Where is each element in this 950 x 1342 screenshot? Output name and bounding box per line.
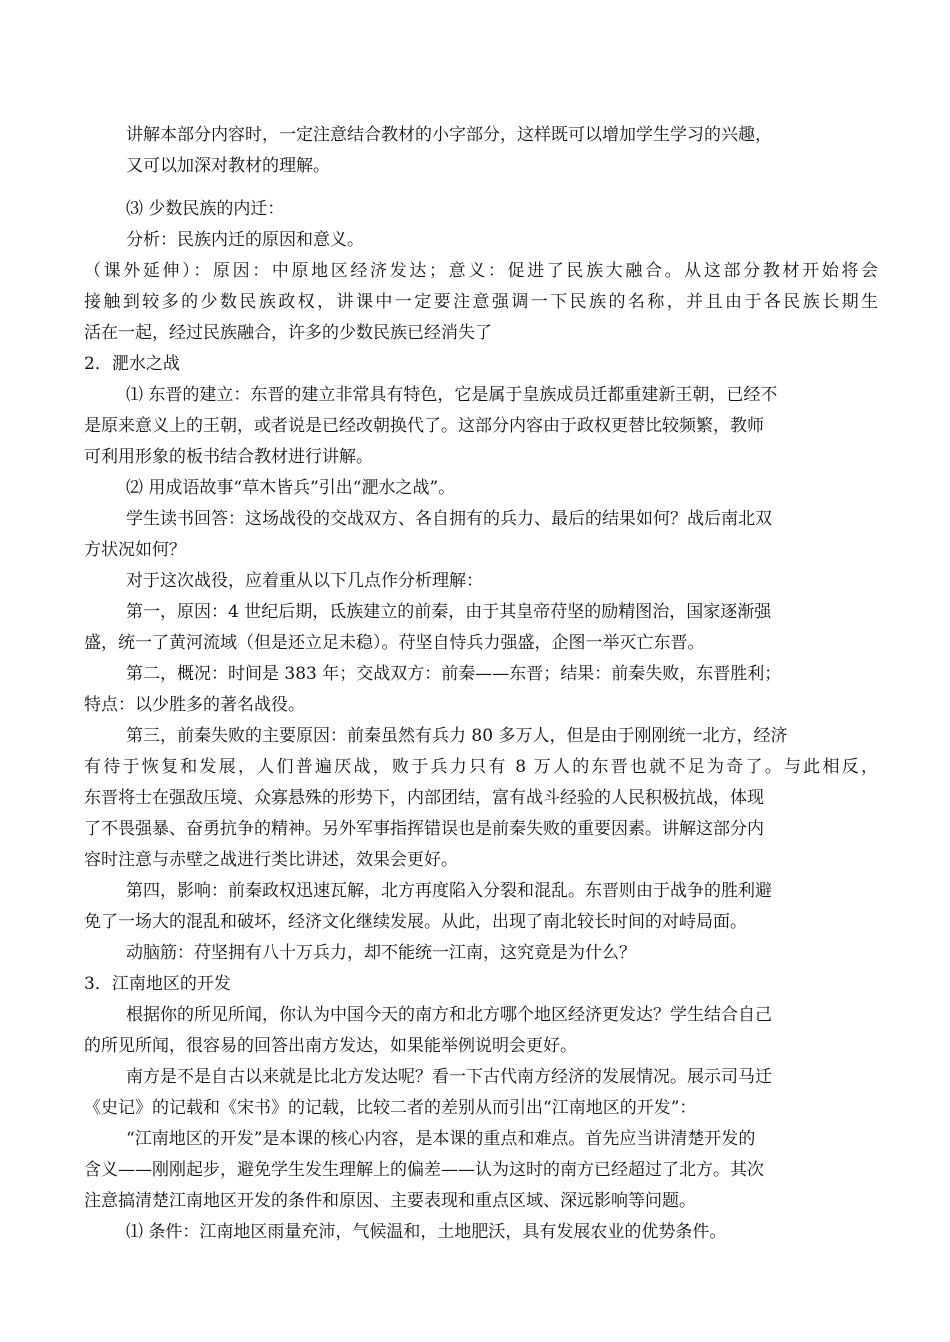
paragraph-line: 方状况如何？ [84, 540, 186, 560]
subheading: ⑶ 少数民族的内迁： [126, 199, 285, 219]
paragraph-line: 第四，影响：前秦政权迅速瓦解，北方再度陷入分裂和混乱。东晋则由于战争的胜利避 [126, 881, 772, 901]
paragraph-line: （课外延伸）：原因：中原地区经济发达；意义：促进了民族大融合。从这部分教材开始将会 [84, 261, 878, 281]
paragraph-line: 是原来意义上的王朝，或者说是已经改朝换代了。这部分内容由于政权更替比较频繁，教师 [84, 416, 764, 436]
paragraph-line: 特点：以少胜多的著名战役。 [84, 695, 305, 715]
section-heading: 2．淝水之战 [84, 354, 180, 374]
paragraph-line: 免了一场大的混乱和破坏，经济文化继续发展。从此，出现了南北较长时间的对峙局面。 [84, 912, 747, 932]
paragraph-line: 盛，统一了黄河流域（但是还立足未稳）。苻坚自恃兵力强盛，企图一举灭亡东晋。 [84, 633, 705, 653]
paragraph-line: 《史记》的记载和《宋书》的记载，比较二者的差别从而引出“江南地区的开发”： [84, 1098, 697, 1118]
section-heading: 3．江南地区的开发 [84, 974, 231, 994]
paragraph-line: 容时注意与赤壁之战进行类比讲述，效果会更好。 [84, 850, 458, 870]
paragraph-line: 学生读书回答：这场战役的交战双方、各自拥有的兵力、最后的结果如何？战后南北双 [126, 509, 772, 529]
paragraph-line: 南方是不是自古以来就是比北方发达呢？看一下古代南方经济的发展情况。展示司马迁 [126, 1067, 772, 1087]
paragraph-line: 接触到较多的少数民族政权，讲课中一定要注意强调一下民族的名称，并且由于各民族长期生 [84, 292, 878, 312]
paragraph-line: 对于这次战役，应着重从以下几点作分析理解： [126, 571, 483, 591]
paragraph-line: 又可以加深对教材的理解。 [126, 156, 330, 176]
paragraph-line: “江南地区的开发”是本课的核心内容，是本课的重点和难点。首先应当讲清楚开发的 [126, 1129, 756, 1149]
paragraph-line: ⑴ 东晋的建立：东晋的建立非常具有特色，它是属于皇族成员迁都重建新王朝，已经不 [126, 385, 778, 405]
paragraph-line: 注意搞清楚江南地区开发的条件和原因、主要表现和重点区域、深远影响等问题。 [84, 1191, 696, 1211]
paragraph-line: 东晋将士在强敌压境、众寡悬殊的形势下，内部团结，富有战斗经验的人民积极抗战，体现 [84, 788, 764, 808]
paragraph-line: 可利用形象的板书结合教材进行讲解。 [84, 447, 373, 467]
paragraph-line: 第一，原因：4 世纪后期，氐族建立的前秦，由于其皇帝苻坚的励精图治，国家逐渐强 [126, 602, 772, 622]
paragraph-line: 了不畏强暴、奋勇抗争的精神。另外军事指挥错误也是前秦失败的重要因素。讲解这部分内 [84, 819, 764, 839]
paragraph-line: 分析：民族内迁的原因和意义。 [126, 230, 364, 250]
paragraph-line: 有待于恢复和发展，人们普遍厌战，败于兵力只有 8 万人的东晋也就不足为奇了。与此相反， [84, 757, 878, 777]
paragraph-line: 第二，概况：时间是 383 年；交战双方：前秦——东晋；结果：前秦失败，东晋胜利； [126, 664, 782, 684]
paragraph-line: 第三，前秦失败的主要原因：前秦虽然有兵力 80 多万人，但是由于刚刚统一北方，经济 [126, 726, 788, 746]
paragraph-line: 讲解本部分内容时，一定注意结合教材的小字部分，这样既可以增加学生学习的兴趣， [126, 125, 772, 145]
paragraph-line: 根据你的所见所闻，你认为中国今天的南方和北方哪个地区经济更发达？学生结合自己 [126, 1005, 772, 1025]
paragraph-line: 活在一起，经过民族融合，许多的少数民族已经消失了 [84, 323, 492, 343]
paragraph-line: ⑴ 条件：江南地区雨量充沛，气候温和，土地肥沃，具有发展农业的优势条件。 [126, 1222, 727, 1242]
paragraph-line: 的所见所闻，很容易的回答出南方发达，如果能举例说明会更好。 [84, 1036, 577, 1056]
paragraph-line: ⑵ 用成语故事“草木皆兵”引出“淝水之战”。 [126, 478, 456, 498]
paragraph-line: 动脑筋：苻坚拥有八十万兵力，却不能统一江南，这究竟是为什么？ [126, 943, 636, 963]
paragraph-line: 含义——刚刚起步，避免学生发生理解上的偏差——认为这时的南方已经超过了北方。其次 [84, 1160, 764, 1180]
